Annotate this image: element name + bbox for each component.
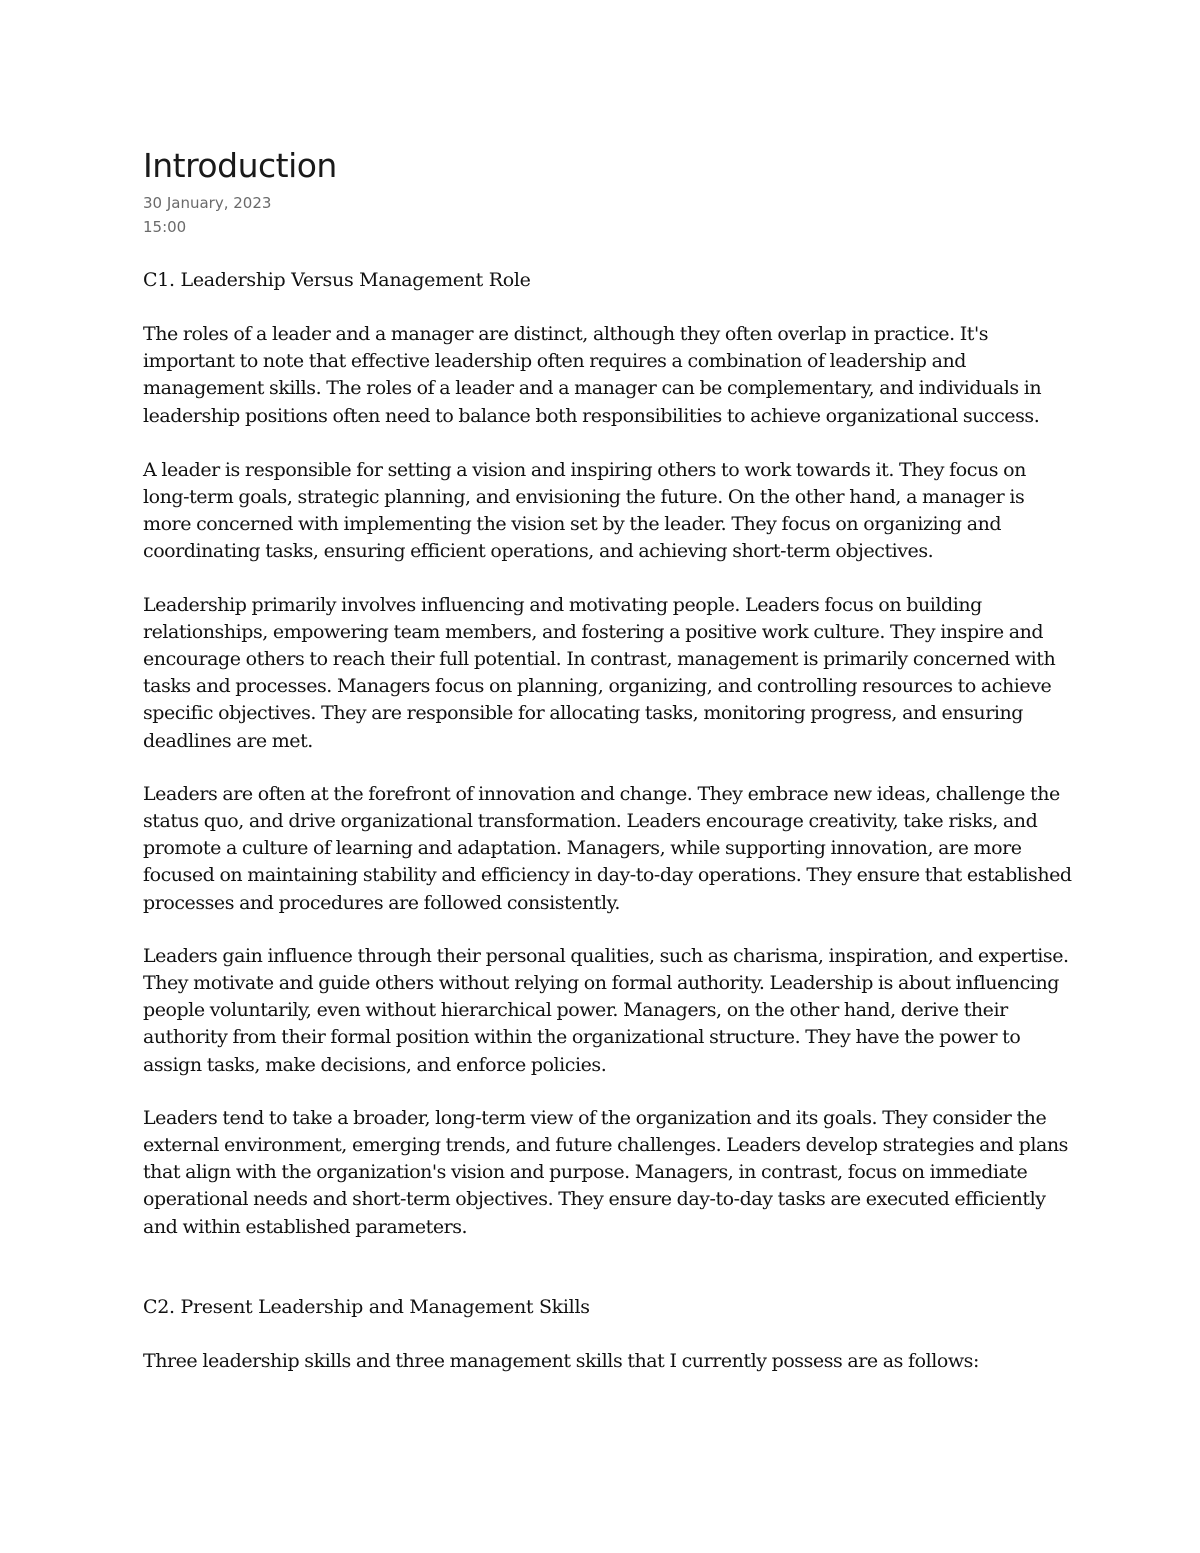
paragraph: The roles of a leader and a manager are distinct, although they often overlap in practice. It's important to note that effective leadership often requires a combination of leadership and management skills. The roles of a leader and a manager can be complementary, and individuals in leadership positions often need to balance both responsibilities to achieve organizational success. xyxy=(143,323,1042,427)
section-heading-c2: C2. Present Leadership and Management Skills xyxy=(143,1295,590,1318)
paragraph: Leaders gain influence through their personal qualities, such as charisma, inspiration, and expertise. They motivate and guide others without relying on formal authority. Leadership is about influencing people voluntarily, even without hierarchical power. Managers, on the other hand, derive their authority from their formal position within the organizational structure. They have the power to assign tasks, make decisions, and enforce policies. xyxy=(143,944,1069,1076)
paragraph: Leaders tend to take a broader, long-term view of the organization and its goals. They consider the external environment, emerging trends, and future challenges. Leaders develop strategies and plans that align with the organization's vision and purpose. Managers, in contrast, focus on immediate operational needs and short-term objectives. They ensure day-to-day tasks are executed efficiently and within established parameters. xyxy=(143,1106,1068,1238)
paragraph: Leaders are often at the forefront of innovation and change. They embrace new ideas, challenge the status quo, and drive organizational transformation. Leaders encourage creativity, take risks, and promote a culture of learning and adaptation. Managers, while supporting innovation, are more focused on maintaining stability and efficiency in day-to-day operations. They ensure that established processes and procedures are followed consistently. xyxy=(143,782,1072,914)
page-title: Introduction xyxy=(143,146,337,185)
page-date: 30 January, 2023 xyxy=(143,194,272,212)
page-time: 15:00 xyxy=(143,218,187,236)
paragraph: Three leadership skills and three management skills that I currently possess are as follows: xyxy=(143,1349,979,1372)
paragraph: Leadership primarily involves influencing and motivating people. Leaders focus on building relationships, empowering team members, and fostering a positive work culture. They inspire and encourage others to reach their full potential. In contrast, management is primarily concerned with tasks and processes. Managers focus on planning, organizing, and controlling resources to achieve specific objectives. They are responsible for allocating tasks, monitoring progress, and ensuring deadlines are met. xyxy=(143,593,1056,752)
page-content xyxy=(143,142,1073,1375)
paragraph: A leader is responsible for setting a vision and inspiring others to work towards it. They focus on long-term goals, strategic planning, and envisioning the future. On the other hand, a manager is more concerned with implementing the vision set by the leader. They focus on organizing and coordinating tasks, ensuring efficient operations, and achieving short-term objectives. xyxy=(143,458,1026,563)
section-heading-c1: C1. Leadership Versus Management Role xyxy=(143,269,531,291)
